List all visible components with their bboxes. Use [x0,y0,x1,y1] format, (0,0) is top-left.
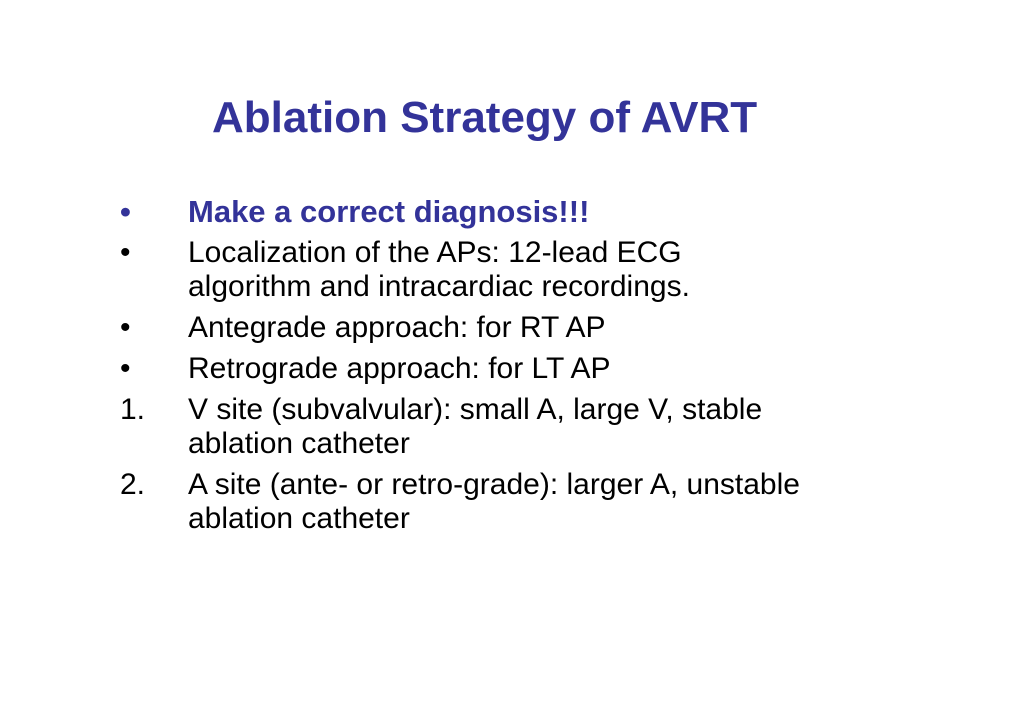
slide-title: Ablation Strategy of AVRT [212,93,758,142]
list-item-text: Antegrade approach: for RT AP [188,311,606,344]
list-item [120,236,950,304]
list-item-text: A site (ante- or retro-grade): larger A, unstable ablation catheter [188,468,800,535]
list-item [120,352,950,386]
list-item-text: V site (subvalvular): small A, large V, stable ablation catheter [188,393,763,460]
list-item [120,393,950,461]
list-item-text: Retrograde approach: for LT AP [188,352,611,385]
bullet-marker: • [120,194,131,229]
number-marker: 1. [120,393,146,426]
bullet-marker: • [120,311,131,344]
bullet-list [120,195,950,543]
list-item [120,311,950,345]
bullet-marker: • [120,352,131,385]
list-item-text: Localization of the APs: 12-lead ECG algorithm and intracardiac recordings. [188,236,690,303]
list-item-text: Make a correct diagnosis!!! [188,194,590,229]
list-item [120,468,950,536]
list-item [120,195,950,229]
bullet-marker: • [120,236,131,269]
number-marker: 2. [120,468,146,501]
